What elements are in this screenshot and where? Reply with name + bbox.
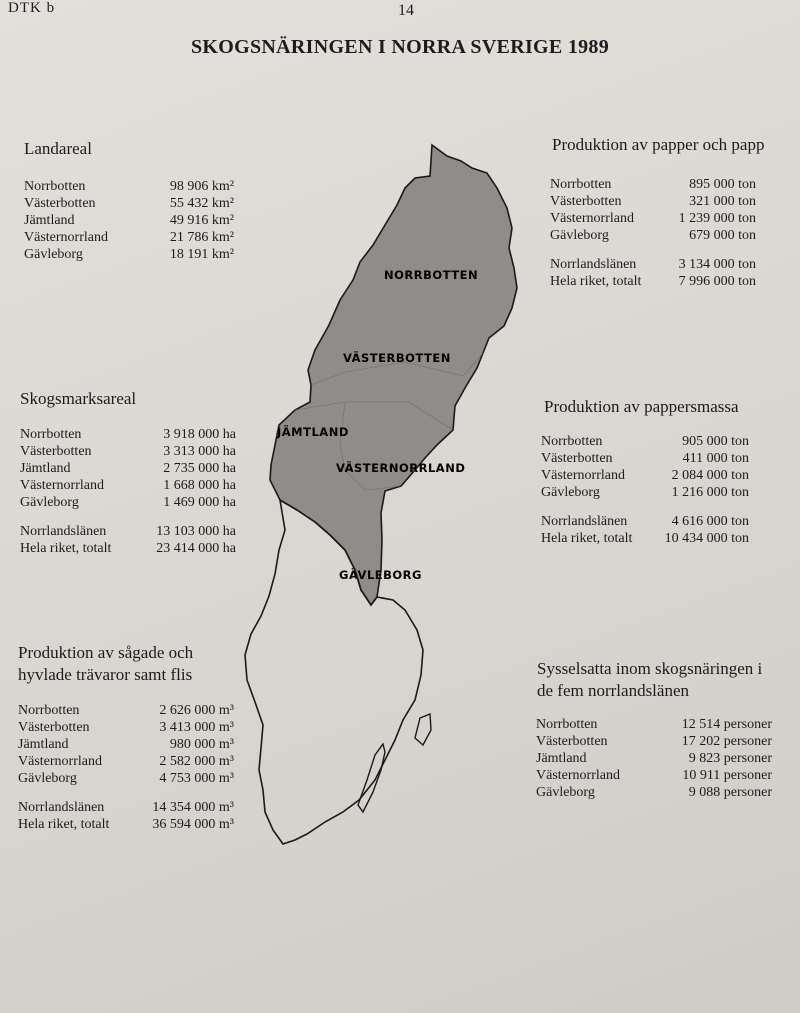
county-name: Norrbotten (536, 717, 598, 732)
table-row (550, 176, 756, 193)
county-value: 4 753 000 m³ (159, 771, 234, 786)
total-name: Hela riket, totalt (18, 817, 110, 832)
document-label: DTK b (8, 0, 56, 16)
county-name: Västernorrland (20, 478, 104, 493)
county-name: Norrbotten (20, 427, 82, 442)
total-value: 3 134 000 ton (678, 257, 756, 272)
pappersmassa-heading: Produktion av pappersmassa (544, 397, 739, 416)
county-name: Jämtland (20, 461, 71, 476)
county-name: Gävleborg (20, 495, 79, 510)
county-value: 9 088 personer (688, 785, 772, 800)
county-value: 9 823 personer (688, 751, 772, 766)
county-name: Jämtland (24, 213, 75, 228)
table-row (550, 227, 756, 244)
county-name: Västerbotten (536, 734, 608, 749)
county-value: 12 514 personer (681, 717, 772, 732)
table-row (24, 178, 234, 195)
county-name: Gävleborg (541, 485, 600, 500)
table-row (18, 702, 234, 719)
skogsmarksareal-table (20, 426, 236, 557)
southern-sweden-outline (245, 500, 423, 844)
table-row (18, 719, 234, 736)
county-value: 2 626 000 m³ (159, 703, 234, 718)
total-value: 13 103 000 ha (156, 524, 236, 539)
total-name: Norrlandslänen (20, 524, 107, 539)
county-value: 905 000 ton (682, 434, 749, 449)
county-value: 1 216 000 ton (671, 485, 749, 500)
county-value: 17 202 personer (681, 734, 772, 749)
county-name: Norrbotten (18, 703, 80, 718)
table-row (20, 426, 236, 443)
county-value: 3 313 000 ha (163, 444, 236, 459)
county-name: Gävleborg (18, 771, 77, 786)
county-value: 55 432 km² (169, 196, 234, 211)
table-row (541, 484, 749, 501)
table-row (24, 212, 234, 229)
papper-heading: Produktion av papper och papp (552, 135, 765, 154)
table-row (20, 460, 236, 477)
map-label-norrbotten: NORRBOTTEN (384, 268, 479, 282)
total-value: 4 616 000 ton (671, 514, 749, 529)
landareal-table (24, 178, 234, 263)
county-value: 2 735 000 ha (163, 461, 236, 476)
tradvaror-heading (18, 642, 193, 686)
norrland-region (270, 145, 517, 605)
total-row (20, 523, 236, 540)
county-value: 411 000 ton (682, 451, 749, 466)
county-value: 895 000 ton (689, 177, 756, 192)
county-name: Västerbotten (24, 196, 96, 211)
total-value: 10 434 000 ton (664, 531, 749, 546)
table-row (541, 467, 749, 484)
county-name: Jämtland (536, 751, 587, 766)
county-value: 980 000 m³ (169, 737, 234, 752)
total-row (541, 513, 749, 530)
tradvaror-heading-line1: Produktion av sågade och (18, 643, 194, 662)
total-name: Norrlandslänen (18, 800, 105, 815)
county-name: Västernorrland (24, 230, 108, 245)
total-value: 7 996 000 ton (678, 274, 756, 289)
map-of-sweden (225, 140, 535, 860)
page-title: SKOGSNÄRINGEN I NORRA SVERIGE 1989 (190, 36, 610, 58)
county-name: Norrbotten (541, 434, 603, 449)
table-row (550, 193, 756, 210)
sysselsatta-heading-line1: Sysselsatta inom skogsnäringen i (537, 659, 763, 678)
county-name: Västerbotten (18, 720, 90, 735)
landareal-heading: Landareal (24, 139, 92, 158)
map-label-vasterbotten: VÄSTERBOTTEN (343, 351, 451, 365)
total-row (550, 273, 756, 290)
map-label-vasternorrland: VÄSTERNORRLAND (336, 461, 466, 475)
papper-table (550, 176, 756, 290)
pappersmassa-table (541, 433, 749, 547)
tradvaror-heading-line2: hyvlade trävaror samt flis (18, 665, 193, 684)
county-value: 2 084 000 ton (671, 468, 749, 483)
county-value: 321 000 ton (689, 194, 756, 209)
county-value: 10 911 personer (682, 768, 772, 783)
table-row (550, 210, 756, 227)
county-name: Norrbotten (550, 177, 612, 192)
total-name: Norrlandslänen (550, 257, 637, 272)
gotland-island (415, 714, 431, 745)
county-name: Västernorrland (550, 211, 634, 226)
table-row (24, 246, 234, 263)
county-name: Gävleborg (550, 228, 609, 243)
county-name: Västernorrland (541, 468, 625, 483)
sysselsatta-heading (537, 658, 762, 702)
map-label-gavleborg: GÄVLEBORG (339, 568, 422, 582)
county-name: Västerbotten (550, 194, 622, 209)
table-row (536, 750, 772, 767)
total-row (18, 799, 234, 816)
total-row (550, 256, 756, 273)
table-row (18, 736, 234, 753)
county-value: 21 786 km² (169, 230, 234, 245)
table-row (536, 716, 772, 733)
county-value: 1 239 000 ton (678, 211, 756, 226)
total-name: Hela riket, totalt (541, 531, 633, 546)
total-row (541, 530, 749, 547)
county-value: 1 668 000 ha (163, 478, 236, 493)
table-row (541, 433, 749, 450)
table-row (18, 770, 234, 787)
tradvaror-table (18, 702, 234, 833)
table-row (541, 450, 749, 467)
table-row (536, 733, 772, 750)
page-number: 14 (398, 2, 414, 19)
total-name: Hela riket, totalt (20, 541, 112, 556)
county-name: Västernorrland (536, 768, 620, 783)
total-value: 36 594 000 m³ (152, 817, 234, 832)
table-row (20, 477, 236, 494)
table-row (20, 494, 236, 511)
county-name: Gävleborg (536, 785, 595, 800)
county-name: Norrbotten (24, 179, 86, 194)
county-name: Västerbotten (541, 451, 613, 466)
county-value: 3 918 000 ha (163, 427, 236, 442)
county-value: 49 916 km² (169, 213, 234, 228)
county-value: 98 906 km² (169, 179, 234, 194)
county-name: Västerbotten (20, 444, 92, 459)
table-row (18, 753, 234, 770)
county-name: Västernorrland (18, 754, 102, 769)
table-row (24, 229, 234, 246)
table-row (24, 195, 234, 212)
total-value: 23 414 000 ha (156, 541, 236, 556)
county-value: 3 413 000 m³ (159, 720, 234, 735)
table-row (20, 443, 236, 460)
sysselsatta-table (536, 716, 772, 801)
county-value: 1 469 000 ha (163, 495, 236, 510)
total-name: Norrlandslänen (541, 514, 628, 529)
table-row (536, 784, 772, 801)
county-value: 679 000 ton (689, 228, 756, 243)
oland-island (358, 744, 385, 812)
county-value: 18 191 km² (169, 247, 234, 262)
table-row (536, 767, 772, 784)
total-value: 14 354 000 m³ (152, 800, 234, 815)
county-value: 2 582 000 m³ (159, 754, 234, 769)
sysselsatta-heading-line2: de fem norrlandslänen (537, 681, 689, 700)
total-name: Hela riket, totalt (550, 274, 642, 289)
map-label-jamtland: JÄMTLAND (277, 425, 349, 439)
total-row (18, 816, 234, 833)
county-name: Gävleborg (24, 247, 83, 262)
county-name: Jämtland (18, 737, 69, 752)
total-row (20, 540, 236, 557)
skogsmarksareal-heading: Skogsmarksareal (20, 389, 137, 408)
